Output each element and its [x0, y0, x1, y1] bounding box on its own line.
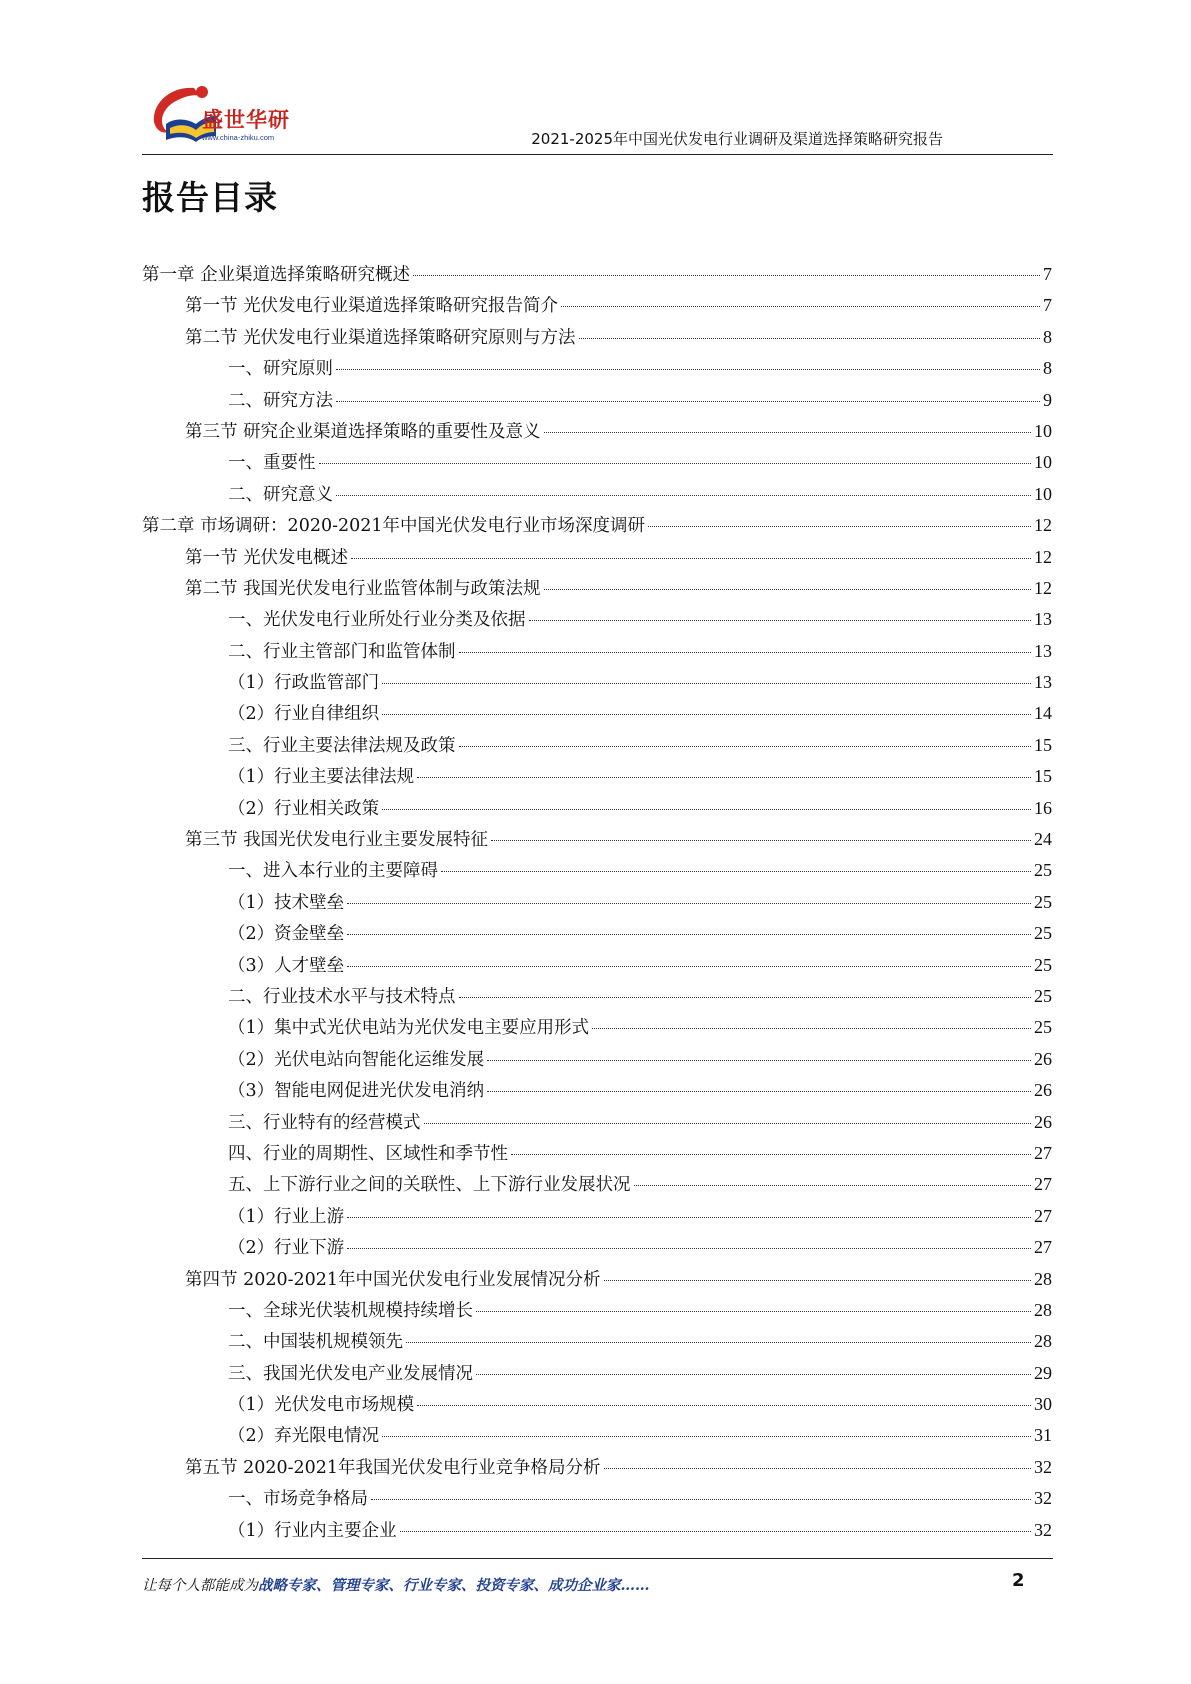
slogan-prefix: 让每个人都能成为	[142, 1578, 258, 1594]
toc-entry[interactable]	[142, 638, 1052, 669]
toc-dot-leader	[319, 463, 1032, 464]
toc-entry-title: （3）人才壁垒	[228, 955, 345, 976]
toc-entry[interactable]	[142, 1171, 1052, 1202]
toc-entry-page: 25	[1034, 923, 1052, 944]
toc-entry-page: 26	[1034, 1080, 1052, 1101]
toc-entry-title: 一、全球光伏装机规模持续增长	[228, 1300, 473, 1321]
toc-entry-page: 14	[1034, 703, 1052, 724]
toc-entry[interactable]	[142, 795, 1052, 826]
toc-entry-page: 25	[1034, 985, 1052, 1006]
toc-entry-title: 第一章 企业渠道选择策略研究概述	[142, 265, 411, 285]
toc-entry-title: 二、研究意义	[228, 484, 333, 505]
toc-entry[interactable]	[142, 512, 1052, 543]
toc-dot-leader	[336, 495, 1031, 496]
toc-entry-page: 32	[1034, 1488, 1052, 1509]
toc-entry-page: 10	[1034, 452, 1052, 473]
toc-entry-title: 一、研究原则	[228, 359, 333, 380]
toc-dot-leader	[347, 1217, 1031, 1218]
toc-entry-title: 二、中国装机规模领先	[228, 1332, 403, 1353]
toc-entry-title: 第三节 我国光伏发电行业主要发展特征	[185, 830, 489, 851]
toc-entry-page: 28	[1034, 1299, 1052, 1320]
toc-entry[interactable]	[142, 261, 1052, 292]
toc-entry-page: 7	[1043, 264, 1052, 284]
toc-entry-title: （3）智能电网促进光伏发电消纳	[228, 1081, 485, 1102]
toc-entry[interactable]	[142, 449, 1052, 480]
toc-dot-leader	[382, 683, 1031, 684]
footer-slogan	[142, 1574, 650, 1595]
toc-entry[interactable]	[142, 1297, 1052, 1328]
toc-entry[interactable]	[142, 983, 1052, 1014]
toc-entry-title: 一、进入本行业的主要障碍	[228, 861, 438, 882]
toc-entry-title: 第三节 研究企业渠道选择策略的重要性及意义	[185, 421, 541, 442]
toc-entry-page: 27	[1034, 1174, 1052, 1195]
toc-entry-title: 第五节 2020-2021年我国光伏发电行业竞争格局分析	[185, 1457, 601, 1478]
toc-dot-leader	[382, 1436, 1031, 1437]
toc-entry-title: （2）资金壁垒	[228, 924, 345, 945]
toc-entry[interactable]	[142, 1014, 1052, 1045]
toc-entry-page: 8	[1043, 326, 1052, 347]
toc-entry-page: 28	[1034, 1268, 1052, 1289]
toc-dot-leader	[347, 1248, 1031, 1249]
toc-entry-page: 32	[1034, 1456, 1052, 1477]
toc-dot-leader	[487, 1060, 1031, 1061]
toc-dot-leader	[604, 1280, 1031, 1281]
toc-entry-page: 25	[1034, 954, 1052, 975]
logo-url: www.china-zhiku.com	[202, 133, 275, 142]
toc-dot-leader	[491, 840, 1031, 841]
toc-entry[interactable]	[142, 355, 1052, 386]
toc-entry[interactable]	[142, 857, 1052, 888]
toc-entry-title: 四、行业的周期性、区域性和季节性	[228, 1143, 508, 1164]
toc-entry[interactable]	[142, 732, 1052, 763]
toc-dot-leader	[634, 1185, 1032, 1186]
toc-entry-title: 五、上下游行业之间的关联性、上下游行业发展状况	[228, 1175, 631, 1196]
toc-entry[interactable]	[142, 418, 1052, 449]
toc-dot-leader	[406, 1342, 1031, 1343]
toc-dot-leader	[459, 652, 1032, 653]
toc-dot-leader	[648, 526, 1031, 527]
toc-entry[interactable]	[142, 481, 1052, 512]
toc-dot-leader	[529, 620, 1032, 621]
toc-dot-leader	[579, 338, 1040, 339]
toc-entry-title: 二、行业主管部门和监管体制	[228, 641, 456, 662]
toc-dot-leader	[417, 777, 1031, 778]
logo-name: 盛世华研	[202, 108, 290, 132]
toc-entry-title: （2）弃光限电情况	[228, 1426, 380, 1447]
toc-entry[interactable]	[142, 1328, 1052, 1359]
toc-entry-page: 25	[1034, 1017, 1052, 1038]
toc-entry-title: （1）集中式光伏电站为光伏发电主要应用形式	[228, 1018, 590, 1039]
toc-entry-page: 30	[1034, 1394, 1052, 1415]
toc-entry[interactable]	[142, 606, 1052, 637]
toc-entry-page: 27	[1034, 1237, 1052, 1258]
toc-entry-page: 32	[1034, 1519, 1052, 1540]
toc-dot-leader	[459, 997, 1032, 998]
toc-entry[interactable]	[142, 1517, 1052, 1548]
toc-entry-page: 15	[1034, 734, 1052, 755]
toc-dot-leader	[487, 1091, 1031, 1092]
toc-entry-page: 12	[1034, 515, 1052, 536]
toc-entry[interactable]	[142, 292, 1052, 323]
toc-entry-page: 24	[1034, 829, 1052, 850]
toc-entry[interactable]	[142, 1391, 1052, 1422]
toc-entry-page: 13	[1034, 609, 1052, 630]
toc-entry-title: （2）光伏电站向智能化运维发展	[228, 1049, 485, 1070]
toc-entry-page: 7	[1043, 295, 1052, 316]
toc-dot-leader	[511, 1154, 1031, 1155]
toc-entry-title: （2）行业相关政策	[228, 798, 380, 819]
toc-entry-title: 二、行业技术水平与技术特点	[228, 986, 456, 1007]
toc-entry-title: 第二节 光伏发电行业渠道选择策略研究原则与方法	[185, 327, 576, 348]
toc-entry-page: 8	[1043, 358, 1052, 379]
toc-entry-title: 三、行业主要法律法规及政策	[228, 735, 456, 756]
toc-entry-title: 一、重要性	[228, 453, 316, 474]
toc-entry-title: （1）行业主要法律法规	[228, 767, 415, 788]
toc-entry[interactable]	[142, 700, 1052, 731]
toc-entry[interactable]	[142, 324, 1052, 355]
toc-dot-leader	[459, 746, 1032, 747]
toc-dot-leader	[413, 275, 1040, 276]
toc-entry-page: 29	[1034, 1362, 1052, 1383]
page-title: 报告目录	[142, 178, 278, 217]
toc-entry-page: 13	[1034, 672, 1052, 693]
toc-dot-leader	[544, 432, 1031, 433]
toc-entry-page: 16	[1034, 797, 1052, 818]
toc-entry-page: 26	[1034, 1048, 1052, 1069]
toc-dot-leader	[424, 1123, 1032, 1124]
toc-entry-title: 第一节 光伏发电行业渠道选择策略研究报告简介	[185, 296, 559, 317]
toc-dot-leader	[371, 1499, 1031, 1500]
toc-entry-page: 26	[1034, 1111, 1052, 1132]
toc-dot-leader	[604, 1468, 1031, 1469]
toc-entry[interactable]	[142, 387, 1052, 418]
toc-entry[interactable]	[142, 763, 1052, 794]
toc-entry[interactable]	[142, 669, 1052, 700]
toc-entry-title: 第二章 市场调研：2020-2021年中国光伏发电行业市场深度调研	[142, 516, 646, 537]
toc-entry-page: 27	[1034, 1205, 1052, 1226]
toc-entry-page: 31	[1034, 1425, 1052, 1446]
toc-entry-title: （1）行业上游	[228, 1206, 345, 1227]
toc-entry-title: （2）行业下游	[228, 1238, 345, 1259]
toc-dot-leader	[561, 306, 1040, 307]
toc-entry[interactable]	[142, 575, 1052, 606]
table-of-contents	[142, 261, 1052, 1548]
toc-dot-leader	[351, 558, 1031, 559]
toc-entry-page: 27	[1034, 1142, 1052, 1163]
toc-entry-title: 三、行业特有的经营模式	[228, 1112, 421, 1133]
toc-entry-title: （1）行政监管部门	[228, 673, 380, 694]
toc-dot-leader	[336, 401, 1040, 402]
toc-entry-page: 13	[1034, 640, 1052, 661]
toc-dot-leader	[592, 1028, 1031, 1029]
toc-entry-page: 9	[1043, 389, 1052, 410]
toc-entry-title: 三、我国光伏发电产业发展情况	[228, 1363, 473, 1384]
toc-dot-leader	[347, 903, 1031, 904]
toc-entry[interactable]	[142, 1077, 1052, 1108]
toc-entry[interactable]	[142, 1203, 1052, 1234]
toc-entry[interactable]	[142, 1046, 1052, 1077]
toc-entry-title: （1）光伏发电市场规模	[228, 1395, 415, 1416]
page-number: 2	[1012, 1570, 1025, 1591]
toc-entry-title: （1）技术壁垒	[228, 892, 345, 913]
toc-entry[interactable]	[142, 1485, 1052, 1516]
toc-dot-leader	[382, 714, 1031, 715]
toc-entry-title: 一、光伏发电行业所处行业分类及依据	[228, 610, 526, 631]
toc-entry[interactable]	[142, 1234, 1052, 1265]
toc-entry[interactable]	[142, 952, 1052, 983]
toc-entry[interactable]	[142, 1454, 1052, 1485]
toc-dot-leader	[441, 871, 1031, 872]
toc-entry-page: 15	[1034, 766, 1052, 787]
toc-entry-title: 二、研究方法	[228, 390, 333, 411]
toc-dot-leader	[347, 966, 1031, 967]
report-title: 2021-2025年中国光伏发电行业调研及渠道选择策略研究报告	[531, 130, 943, 148]
toc-dot-leader	[417, 1405, 1031, 1406]
toc-entry-page: 28	[1034, 1331, 1052, 1352]
toc-entry[interactable]	[142, 544, 1052, 575]
toc-dot-leader	[336, 369, 1040, 370]
toc-entry-title: 一、市场竞争格局	[228, 1489, 368, 1510]
toc-entry[interactable]	[142, 1109, 1052, 1140]
toc-entry-page: 12	[1034, 546, 1052, 567]
toc-entry-page: 25	[1034, 860, 1052, 881]
slogan-highlight: 战略专家、管理专家、行业专家、投资专家、成功企业家……	[258, 1577, 650, 1594]
toc-entry[interactable]	[142, 889, 1052, 920]
toc-entry-title: 第一节 光伏发电概述	[185, 547, 349, 568]
toc-dot-leader	[476, 1311, 1031, 1312]
toc-entry-page: 10	[1034, 420, 1052, 441]
toc-entry-page: 12	[1034, 577, 1052, 598]
toc-entry-page: 25	[1034, 891, 1052, 912]
toc-entry-title: （1）行业内主要企业	[228, 1520, 397, 1541]
toc-dot-leader	[544, 589, 1031, 590]
toc-entry-title: （2）行业自律组织	[228, 704, 380, 725]
toc-entry[interactable]	[142, 1360, 1052, 1391]
toc-dot-leader	[400, 1531, 1031, 1532]
toc-dot-leader	[476, 1374, 1031, 1375]
toc-entry-title: 第四节 2020-2021年中国光伏发电行业发展情况分析	[185, 1269, 601, 1290]
toc-entry[interactable]	[142, 826, 1052, 857]
toc-entry[interactable]	[142, 1266, 1052, 1297]
toc-entry-page: 10	[1034, 483, 1052, 504]
header-divider	[142, 154, 1053, 155]
toc-dot-leader	[347, 934, 1031, 935]
toc-entry[interactable]	[142, 1140, 1052, 1171]
footer-divider	[142, 1558, 1053, 1559]
toc-dot-leader	[382, 809, 1031, 810]
toc-entry[interactable]	[142, 1422, 1052, 1453]
toc-entry[interactable]	[142, 920, 1052, 951]
toc-entry-title: 第二节 我国光伏发电行业监管体制与政策法规	[185, 578, 541, 599]
